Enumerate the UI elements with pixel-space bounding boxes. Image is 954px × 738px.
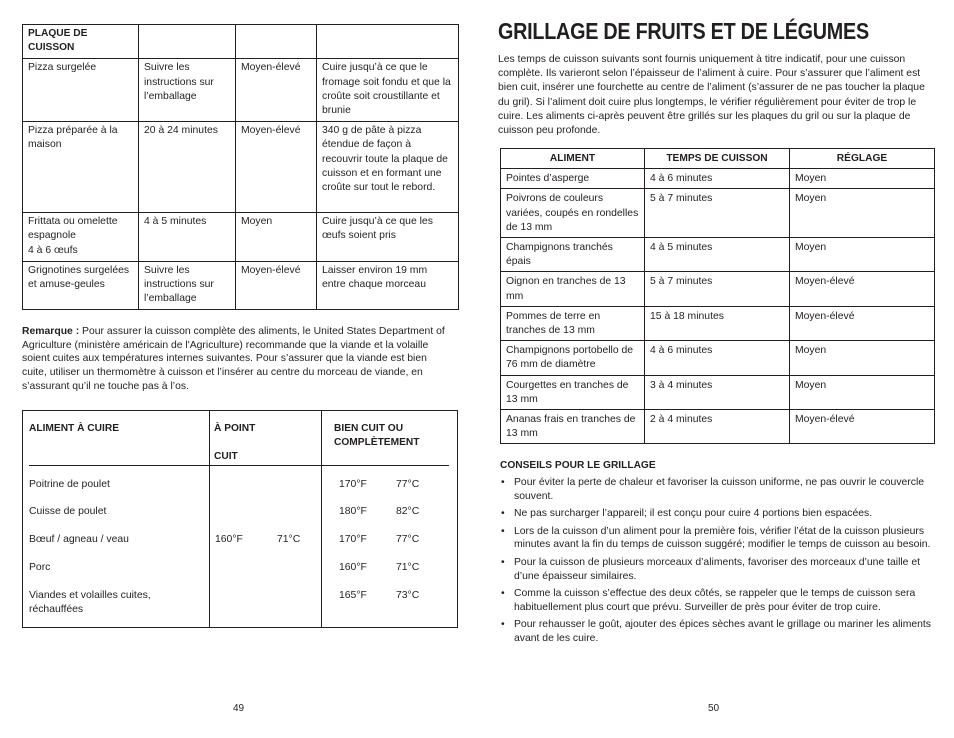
list-item: • Pour éviter la perte de chaleur et favoriser la cuisson uniforme, ne pas ouvrir le couvercle souvent.: [500, 476, 932, 503]
right-page: [498, 0, 934, 738]
food-cell: Porc: [29, 562, 51, 573]
table-row: [23, 213, 459, 262]
table-row: [23, 122, 459, 213]
table-cell: Moyen: [790, 375, 935, 409]
table-header-cell: RÉGLAGE: [790, 149, 935, 169]
done-c-cell: 82°C: [396, 506, 420, 517]
usda-note: [22, 325, 452, 394]
note-label: Remarque :: [22, 326, 80, 337]
header-divider: [29, 465, 449, 466]
table-header-cell: [236, 25, 317, 59]
tips-heading: CONSEILS POUR LE GRILLAGE: [500, 460, 656, 471]
header-medium: À POINT: [214, 423, 256, 434]
table-cell: 340 g de pâte à pizza étendue de façon à recouvrir toute la plaque de cuisson et en formant une croûte sur tout le rebord.: [317, 122, 459, 213]
table-row: [501, 238, 935, 272]
header-well-done: BIEN CUIT OU COMPLÈTEMENT: [334, 423, 420, 448]
page-number: 49: [233, 703, 245, 714]
table-cell: Moyen: [790, 169, 935, 189]
table-row: [501, 169, 935, 189]
table-cell: 15 à 18 minutes: [645, 306, 790, 340]
grilling-table: [500, 148, 935, 444]
table-cell: 5 à 7 minutes: [645, 189, 790, 238]
table-cell: Moyen-élevé: [236, 59, 317, 122]
header-food: ALIMENT À CUIRE: [29, 423, 119, 434]
table-row: [23, 261, 459, 310]
table-cell: Moyen: [790, 341, 935, 375]
table-cell: Moyen: [790, 189, 935, 238]
done-c-cell: 77°C: [396, 534, 420, 545]
table-cell: 4 à 5 minutes: [139, 213, 236, 262]
list-item: • Comme la cuisson s’effectue des deux côtés, se rappeler que le temps de cuisson sera habituellement plus court que prévu. Surveiller de près pour éviter de trop cuire.: [500, 587, 932, 614]
list-item: • Lors de la cuisson d’un aliment pour la première fois, vérifier l’état de la cuisson plusieurs minutes avant la fin du temps de cuisson suggéré; modifier le temps de cuisson au besoin.: [500, 525, 932, 552]
table-cell: Cuire jusqu’à ce que les œufs soient pris: [317, 213, 459, 262]
table-cell: 4 à 6 minutes: [645, 169, 790, 189]
done-c-cell: 71°C: [396, 562, 420, 573]
tips-list: [500, 476, 932, 650]
table-cell: Champignons tranchés épais: [501, 238, 645, 272]
done-c-cell: 73°C: [396, 590, 420, 601]
table-cell: Laisser environ 19 mm entre chaque morceau: [317, 261, 459, 310]
table-cell: Courgettes en tranches de 13 mm: [501, 375, 645, 409]
table-cell: Pizza préparée à la maison: [23, 122, 139, 213]
done-c-cell: 77°C: [396, 479, 420, 490]
done-f-cell: 180°F: [339, 506, 367, 517]
column-divider: [321, 411, 322, 627]
intro-paragraph: Les temps de cuisson suivants sont fournis uniquement à titre indicatif, pour une cuisson complète. Ils varieront selon l’épaisseur de l’aliment à cuire. Pour s’assurer que l’aliment est bien cuit, insérer une fourchette au centre de l’aliment (s’assurer de ne pas toucher la plaque du gril). Si l’aliment doit cuire plus longtemps, le vérifier régulièrement pour éviter de trop le cuire. Les aliments ci-après peuvent être grillés sur les plaques du gril ou sur la plaque de cuisson peu profonde.: [498, 54, 925, 137]
list-item: • Pour rehausser le goût, ajouter des épices sèches avant le grillage ou mariner les aliments avant de les cuire.: [500, 618, 932, 645]
table-cell: Grignotines surgelées et amuse-geules: [23, 261, 139, 310]
table-cell: Pommes de terre en tranches de 13 mm: [501, 306, 645, 340]
done-f-cell: 170°F: [339, 479, 367, 490]
internal-temperature-table: [22, 410, 458, 628]
table-row: [501, 341, 935, 375]
table-row: [23, 59, 459, 122]
table-row: [501, 410, 935, 444]
table-cell: Moyen-élevé: [790, 272, 935, 306]
plaque-de-cuisson-table: [22, 24, 459, 310]
table-header-row: [23, 25, 459, 59]
list-item: • Pour la cuisson de plusieurs morceaux d’aliments, favoriser des morceaux d’une taille et d’une épaisseur similaires.: [500, 556, 932, 583]
food-cell: Cuisse de poulet: [29, 506, 107, 517]
table-cell: Pointes d’asperge: [501, 169, 645, 189]
table-row: [501, 272, 935, 306]
table-cell: Moyen-élevé: [790, 306, 935, 340]
table-cell: Moyen: [236, 213, 317, 262]
list-item: • Ne pas surcharger l’appareil; il est conçu pour cuire 4 portions bien espacées.: [500, 507, 932, 521]
column-divider: [209, 411, 210, 627]
table-cell: Champignons portobello de 76 mm de diamètre: [501, 341, 645, 375]
table-header-cell: [139, 25, 236, 59]
table-cell: 20 à 24 minutes: [139, 122, 236, 213]
food-cell: Bœuf / agneau / veau: [29, 534, 129, 545]
table-cell: 2 à 4 minutes: [645, 410, 790, 444]
table-cell: Poivrons de couleurs variées, coupés en rondelles de 13 mm: [501, 189, 645, 238]
table-cell: Suivre les instructions sur l’emballage: [139, 261, 236, 310]
table-cell: Oignon en tranches de 13 mm: [501, 272, 645, 306]
table-cell: Cuire jusqu’à ce que le fromage soit fondu et que la croûte soit croustillante et brunie: [317, 59, 459, 122]
table-cell: Moyen: [790, 238, 935, 272]
table-cell: 4 à 6 minutes: [645, 341, 790, 375]
medium-c-cell: 71°C: [277, 534, 301, 545]
header-medium-sub: CUIT: [214, 451, 238, 462]
medium-f-cell: 160°F: [215, 534, 243, 545]
table-cell: 3 à 4 minutes: [645, 375, 790, 409]
done-f-cell: 170°F: [339, 534, 367, 545]
left-page: [22, 0, 458, 738]
done-f-cell: 165°F: [339, 590, 367, 601]
table-row: [501, 375, 935, 409]
table-header-cell: TEMPS DE CUISSON: [645, 149, 790, 169]
table-cell: 5 à 7 minutes: [645, 272, 790, 306]
table-row: [501, 189, 935, 238]
table-header-cell: [317, 25, 459, 59]
table-cell: 4 à 5 minutes: [645, 238, 790, 272]
note-text: Pour assurer la cuisson complète des aliments, le United States Department of Agriculture (ministère américain de l'Agriculture) recommande que la viande et la volaille soient cuites aux températures internes suivantes. Pour s’assurer que la viande est bien cuite, utiliser un thermomètre à cuisson et l’insérer au centre du morceau de viande, en s’assurant qu’il ne touche pas à l’os.: [22, 326, 445, 392]
table-cell: Moyen-élevé: [236, 122, 317, 213]
table-cell: Moyen-élevé: [236, 261, 317, 310]
table-header-cell: ALIMENT: [501, 149, 645, 169]
table-row: [501, 306, 935, 340]
table-cell: Ananas frais en tranches de 13 mm: [501, 410, 645, 444]
page-number: 50: [708, 703, 720, 714]
food-cell: Poitrine de poulet: [29, 479, 110, 490]
table-header-cell: PLAQUE DE CUISSON: [23, 25, 139, 59]
table-cell: Pizza surgelée: [23, 59, 139, 122]
food-cell: Viandes et volailles cuites, réchauffées: [29, 590, 151, 615]
page-title: GRILLAGE DE FRUITS ET DE LÉGUMES: [498, 18, 869, 44]
table-cell: Frittata ou omelette espagnole 4 à 6 œufs: [23, 213, 139, 262]
table-header-row: [501, 149, 935, 169]
table-cell: Suivre les instructions sur l’emballage: [139, 59, 236, 122]
done-f-cell: 160°F: [339, 562, 367, 573]
table-cell: Moyen-élevé: [790, 410, 935, 444]
